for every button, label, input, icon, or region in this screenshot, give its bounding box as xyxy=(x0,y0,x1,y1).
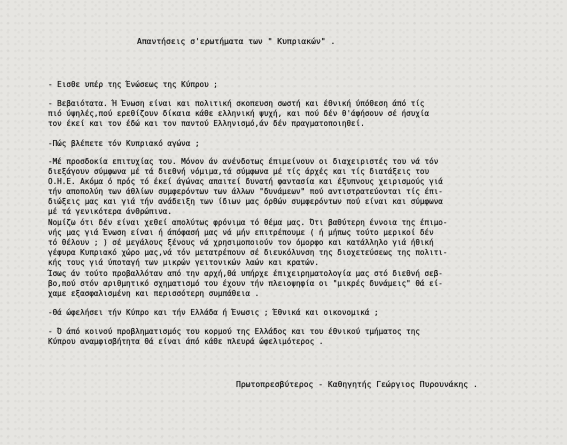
body-line: -Πώς βλέπετε τόν Κυπριακό αγώνα ; xyxy=(48,139,200,148)
body-line: Ο.Η.Ε. Ακόμα ό πρός τό έκεί άγώνας απαιτεί δυνατή φαντασία και έξυπνους χειρισμούς γιά xyxy=(48,177,443,186)
body-line: διώξεις μας και γιά τήν ανάδειξη των ίδιων μας όρθών συμφερόντων πού είναι και σύμφωνα xyxy=(48,197,443,206)
body-line: χαμε εξασφαλισμένη και περισσότερη συμπάθεια . xyxy=(48,289,260,298)
body-line: τήν αποπολύη των άθλίων συμφερόντων των άλλων "δυνάμεων" πού αντιστρατεύονται τίς έπι- xyxy=(48,187,443,196)
signature: Πρωτοπρεσβύτερος - Καθηγητής Γεώργιος Πυρουνάκης . xyxy=(236,380,478,389)
body-line: Νομίζω ότι δέν είναι χεθεί απολύτως φρόνιμα τό θέμα μας. Ότι βαθύτερη έννοια της έπιμο- xyxy=(48,218,448,227)
body-line: - Εισθε υπέρ της Ένώσεως της Κύπρου ; xyxy=(48,80,218,89)
body-line: -Θά ώφελήσει τήν Κύπρο και τήν Ελλάδα ή Ένωσις ; Έθνικά και οικονομικά ; xyxy=(48,308,379,317)
body-line: διεξάγουν σύμφωνα μέ τά διεθνή νόμιμα,τά σύμφωνα μέ τίς άρχές και τίς διατάξεις του xyxy=(48,167,430,176)
document-title: Απαντήσεις σ'ερωτήματα των " Κυπριακών" . xyxy=(137,37,336,46)
body-line: μέ τά γενικότερα άνθρώπινα. xyxy=(48,207,172,216)
body-line: - Βεβαιότατα. Ή Ένωση είναι και πολιτική σκοπευση σωστή και έθνική ύπόθεση άπό τίς xyxy=(48,99,425,108)
body-line: Ίσως άν τούτο προβαλλόταν από την αρχή,θά υπήρχε έπιχειρηματολογία μας στό διεθνή σεβ- xyxy=(48,269,443,278)
body-line: κής τους γιά ύποταγή των μικρών γειτονικών λαών και κρατών. xyxy=(48,258,319,267)
body-line: βο,πού στόν αριθμητικό σχηματισμό του έχουν τήν πλειοψηφία οι "μικρές δυνάμεις" θά εί- xyxy=(48,279,443,288)
body-line: γέφυρα Κυπριακό χώρο μας,νά τόν μετατρέπουν σέ διευκόλυνση της διοχετεύσεως της πολιτι- xyxy=(48,248,448,257)
body-line: - Ό άπό κοινού προβληματισμός του κορμού της Ελλάδος και του έθνικού τμήματος της xyxy=(48,327,420,336)
body-line: νής μας γιά Ένωση είναι ή άπόφασή μας νά μήν επιτρέπουμε ( ή μήπως τούτο μερικοί δέν xyxy=(48,228,434,237)
body-line: -Μέ προσδοκία επιτυχίας του. Μόνον άν ανένδοτως έπιμείνουν οι διαχειριστές του νά τόν xyxy=(48,157,439,166)
body-line: τον έκεί και τον έδώ και τον παντού Ελληνισμό,άν δέν πραγματοποιηθεί. xyxy=(48,119,365,128)
body-line: πιό ύψηλές,πού ερεθίζουν δίκαια κάθε ελληνική ψυχή, και πού δέν θ'άφήσουν σέ ήσυχία xyxy=(48,109,430,118)
body-line: Κύπρου αναμφισβήτητα θά είναι άπό κάθε πλευρά ώφελιμότερος . xyxy=(48,337,324,346)
body-line: τό θέλουν ; ) σέ μεγάλους ξένους νά χρησιμοποιούν τον όμορφο και κατάλληλο γιά ήθική xyxy=(48,238,434,247)
